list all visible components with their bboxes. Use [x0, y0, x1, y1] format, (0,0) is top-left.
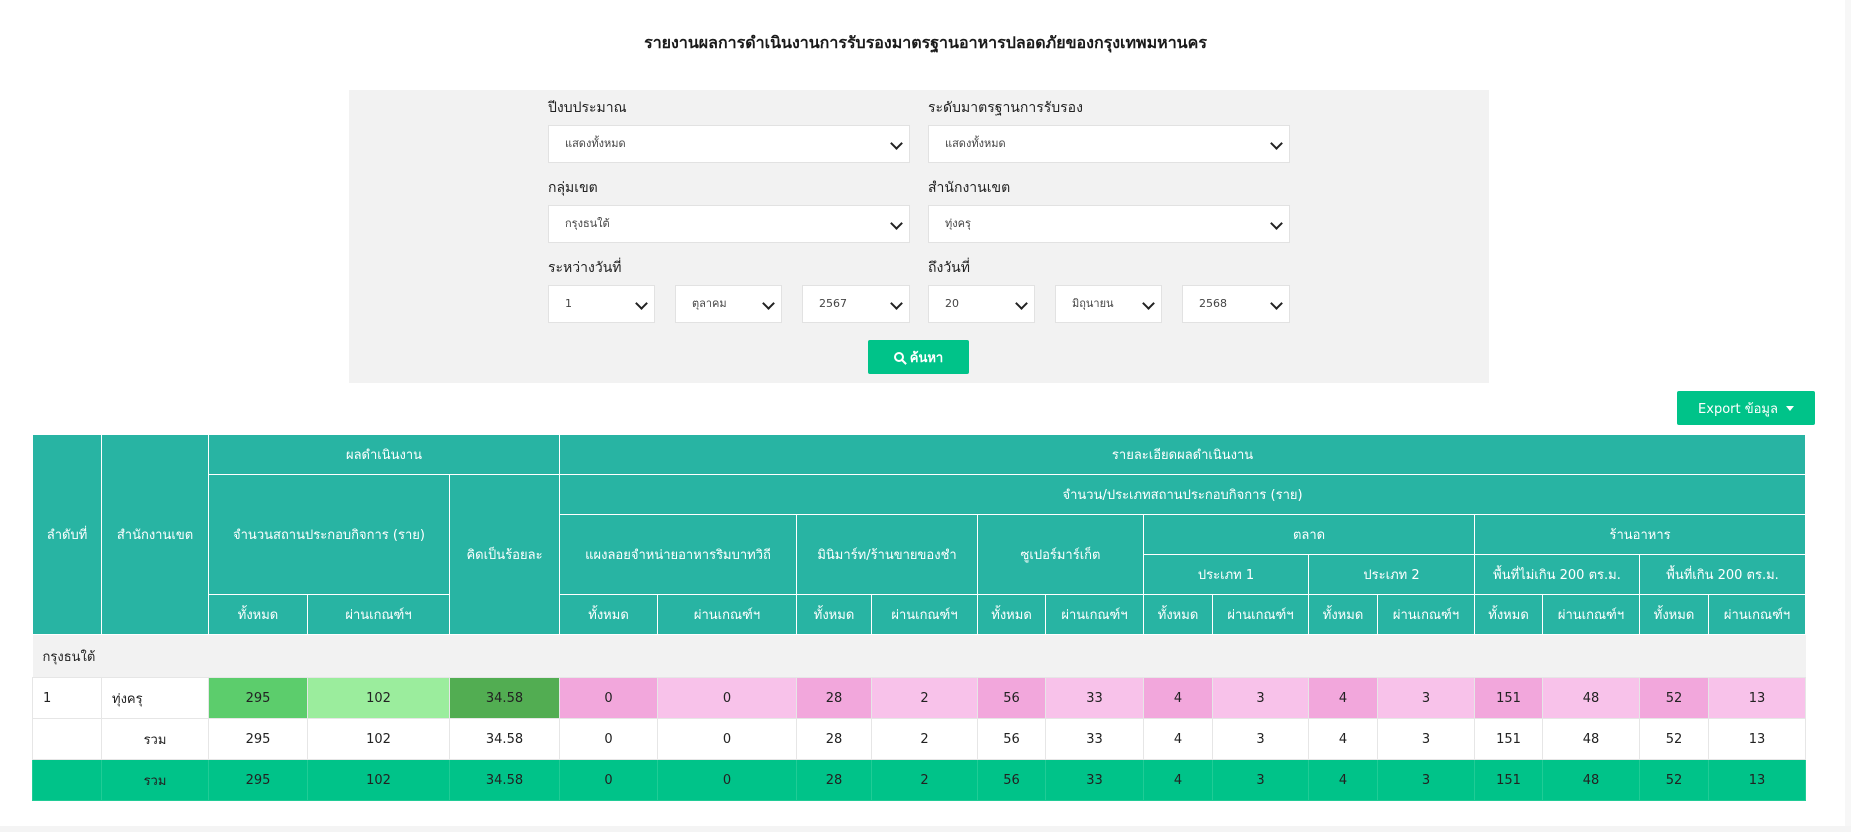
cell: 3 [1378, 719, 1475, 760]
cell: 2 [872, 719, 978, 760]
search-icon [894, 352, 904, 362]
report-table [32, 434, 1806, 801]
fiscal-year-select[interactable] [548, 125, 910, 163]
header-minimart: มินิมาร์ท/ร้านขายของชำ [797, 515, 978, 595]
date-to-month-select[interactable] [1055, 285, 1162, 323]
date-to-year-value: 2568 [1199, 297, 1227, 310]
date-to-label: ถึงวันที่ [928, 260, 970, 276]
cell: 295 [209, 760, 308, 801]
date-to-day-select[interactable] [928, 285, 1035, 323]
cell: 151 [1475, 719, 1543, 760]
cell-street-food-passed: 0 [658, 678, 797, 719]
sum-row-no [33, 719, 102, 760]
cert-level-select[interactable] [928, 125, 1290, 163]
cell-street-food-total: 0 [560, 678, 658, 719]
cell-supermarket-passed: 33 [1046, 678, 1144, 719]
chevron-down-icon [1270, 217, 1283, 230]
cell: 13 [1709, 719, 1806, 760]
header-performance: ผลดำเนินงาน [209, 435, 560, 475]
cell: 295 [209, 719, 308, 760]
cell-market2-total: 4 [1309, 678, 1378, 719]
date-to-month-value: มิถุนายน [1072, 297, 1114, 310]
vertical-scrollbar[interactable] [1845, 0, 1851, 826]
district-office-label: สำนักงานเขต [928, 180, 1011, 196]
header-restaurant-large: พื้นที่เกิน 200 ตร.ม. [1640, 555, 1806, 595]
group-row [33, 635, 1806, 678]
group-name: กรุงธนใต้ [33, 635, 1806, 678]
cell-restaurant-small-passed: 48 [1543, 678, 1640, 719]
header-total: ทั้งหมด [1144, 595, 1213, 635]
header-total: ทั้งหมด [1640, 595, 1709, 635]
header-market: ตลาด [1144, 515, 1475, 555]
header-passed: ผ่านเกณฑ์ฯ [1543, 595, 1640, 635]
date-to-year-select[interactable] [1182, 285, 1290, 323]
cell: 13 [1709, 760, 1806, 801]
chevron-down-icon [1270, 297, 1283, 310]
sum-row [33, 719, 1806, 760]
cell: 3 [1213, 760, 1309, 801]
header-passed: ผ่านเกณฑ์ฯ [1046, 595, 1144, 635]
cell-market1-total: 4 [1144, 678, 1213, 719]
cell: 0 [560, 719, 658, 760]
caret-down-icon [1786, 406, 1794, 411]
district-group-value: กรุงธนใต้ [565, 217, 610, 230]
header-passed: ผ่านเกณฑ์ฯ [658, 595, 797, 635]
chevron-down-icon [1015, 297, 1028, 310]
header-total: ทั้งหมด [1475, 595, 1543, 635]
search-button-label: ค้นหา [909, 350, 944, 366]
page-title: รายงานผลการดำเนินงานการรับรองมาตรฐานอาหารปลอดภัยของกรุงเทพมหานคร [644, 33, 1207, 52]
header-business-count: จำนวนสถานประกอบกิจการ (ราย) [209, 475, 450, 595]
cell-total: 295 [209, 678, 308, 719]
fiscal-year-value: แสดงทั้งหมด [565, 137, 626, 150]
cell: 56 [978, 760, 1046, 801]
date-to-day-value: 20 [945, 297, 959, 310]
chevron-down-icon [1270, 137, 1283, 150]
date-from-month-select[interactable] [675, 285, 782, 323]
district-group-label: กลุ่มเขต [548, 180, 598, 196]
cell-market2-passed: 3 [1378, 678, 1475, 719]
date-from-day-select[interactable] [548, 285, 655, 323]
chevron-down-icon [890, 217, 903, 230]
chevron-down-icon [890, 297, 903, 310]
cell: 0 [658, 760, 797, 801]
cell: 52 [1640, 719, 1709, 760]
district-office-value: ทุ่งครุ [945, 217, 971, 230]
chevron-down-icon [762, 297, 775, 310]
header-market-type1: ประเภท 1 [1144, 555, 1309, 595]
header-office: สำนักงานเขต [102, 435, 209, 635]
district-office-select[interactable] [928, 205, 1290, 243]
cell: 102 [308, 719, 450, 760]
row-no: 1 [33, 678, 102, 719]
header-total: ทั้งหมด [978, 595, 1046, 635]
header-total: ทั้งหมด [209, 595, 308, 635]
header-passed: ผ่านเกณฑ์ฯ [1213, 595, 1309, 635]
fiscal-year-label: ปีงบประมาณ [548, 100, 627, 116]
table-row [33, 678, 1806, 719]
cell-passed: 102 [308, 678, 450, 719]
header-passed: ผ่านเกณฑ์ฯ [1378, 595, 1475, 635]
cell: 48 [1543, 719, 1640, 760]
total-row-no [33, 760, 102, 801]
cell: 4 [1144, 760, 1213, 801]
header-details: รายละเอียดผลดำเนินงาน [560, 435, 1806, 475]
header-no: ลำดับที่ [33, 435, 102, 635]
cell: 56 [978, 719, 1046, 760]
header-street-food: แผงลอยจำหน่ายอาหารริมบาทวิถี [560, 515, 797, 595]
cell: 0 [560, 760, 658, 801]
cell: 151 [1475, 760, 1543, 801]
cell: 102 [308, 760, 450, 801]
total-row [33, 760, 1806, 801]
cell: 3 [1213, 719, 1309, 760]
date-from-month-value: ตุลาคม [692, 297, 727, 310]
header-restaurant-small: พื้นที่ไม่เกิน 200 ตร.ม. [1475, 555, 1640, 595]
bottom-divider [0, 826, 1851, 832]
header-passed: ผ่านเกณฑ์ฯ [872, 595, 978, 635]
cert-level-label: ระดับมาตรฐานการรับรอง [928, 100, 1083, 116]
date-from-label: ระหว่างวันที่ [548, 260, 622, 276]
header-restaurant: ร้านอาหาร [1475, 515, 1806, 555]
cell: 28 [797, 719, 872, 760]
export-button[interactable] [1677, 391, 1815, 425]
header-total: ทั้งหมด [560, 595, 658, 635]
chevron-down-icon [635, 297, 648, 310]
header-passed: ผ่านเกณฑ์ฯ [1709, 595, 1806, 635]
chevron-down-icon [890, 137, 903, 150]
cell: 48 [1543, 760, 1640, 801]
header-business-type: จำนวน/ประเภทสถานประกอบกิจการ (ราย) [560, 475, 1806, 515]
search-button[interactable] [868, 340, 969, 374]
cell-restaurant-large-passed: 13 [1709, 678, 1806, 719]
cell: 33 [1046, 760, 1144, 801]
header-market-type2: ประเภท 2 [1309, 555, 1475, 595]
header-passed: ผ่านเกณฑ์ฯ [308, 595, 450, 635]
cell: 4 [1309, 760, 1378, 801]
cell-restaurant-small-total: 151 [1475, 678, 1543, 719]
cell-percent: 34.58 [450, 678, 560, 719]
cell-market1-passed: 3 [1213, 678, 1309, 719]
cert-level-value: แสดงทั้งหมด [945, 137, 1006, 150]
cell: 3 [1378, 760, 1475, 801]
district-group-select[interactable] [548, 205, 910, 243]
cell-restaurant-large-total: 52 [1640, 678, 1709, 719]
header-percent: คิดเป็นร้อยละ [450, 475, 560, 635]
cell: 4 [1144, 719, 1213, 760]
cell-minimart-total: 28 [797, 678, 872, 719]
cell: 33 [1046, 719, 1144, 760]
cell-minimart-passed: 2 [872, 678, 978, 719]
header-total: ทั้งหมด [797, 595, 872, 635]
date-from-year-select[interactable] [802, 285, 910, 323]
export-button-label: Export ข้อมูล [1698, 401, 1778, 417]
header-supermarket: ซูเปอร์มาร์เก็ต [978, 515, 1144, 595]
date-from-day-value: 1 [565, 297, 572, 310]
cell: 4 [1309, 719, 1378, 760]
cell: 52 [1640, 760, 1709, 801]
cell: 28 [797, 760, 872, 801]
sum-row-label: รวม [102, 719, 209, 760]
row-office: ทุ่งครุ [102, 678, 209, 719]
cell: 34.58 [450, 719, 560, 760]
total-row-label: รวม [102, 760, 209, 801]
cell: 0 [658, 719, 797, 760]
cell: 34.58 [450, 760, 560, 801]
header-total: ทั้งหมด [1309, 595, 1378, 635]
cell-supermarket-total: 56 [978, 678, 1046, 719]
cell: 2 [872, 760, 978, 801]
date-from-year-value: 2567 [819, 297, 847, 310]
chevron-down-icon [1142, 297, 1155, 310]
